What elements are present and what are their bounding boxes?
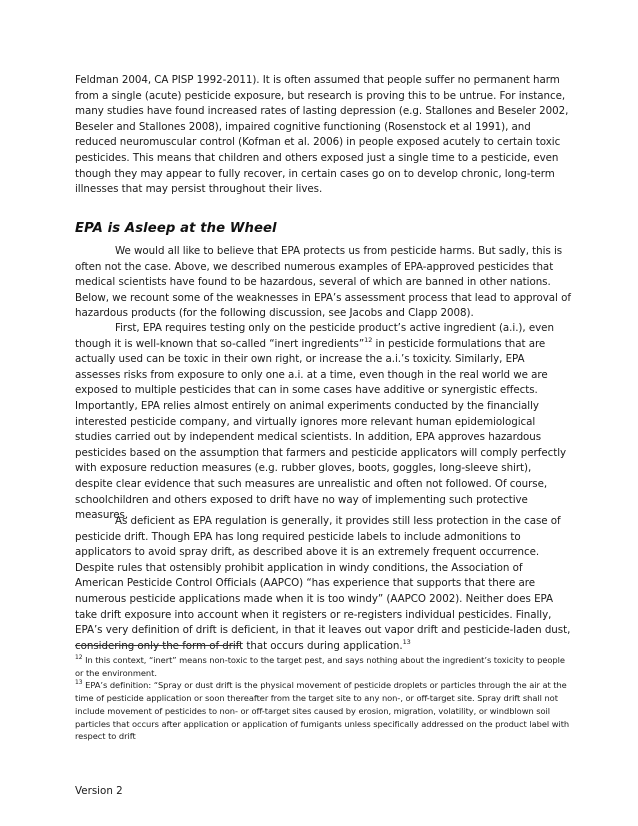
section-heading: EPA is Asleep at the Wheel — [75, 221, 277, 236]
footnote-ref-12[interactable]: 12 — [364, 335, 373, 344]
footnotes — [75, 654, 575, 743]
footnote-text: In this context, “inert” means non-toxic to the target pest, and says nothing about the ingredient’s toxicity to people or the environment. — [75, 655, 565, 678]
footnote-number: 12 — [75, 654, 83, 661]
paragraph-3 — [75, 514, 571, 654]
page-footer-version: Version 2 — [75, 785, 123, 797]
paragraph-intro-continued — [75, 73, 571, 198]
footnote-12 — [75, 654, 575, 679]
footnote-text: EPA’s definition: “Spray or dust drift is the physical movement of pesticide droplets or particles through the air at the time of pesticide application or soon thereafter from the target site to any non-, or off-target site. Spray drift shall not include movement of pesticides to non- or off-target sites caused by erosion, migration, volatility, or windblown soil particles that occurs after application or application of fumigants unless specifically addressed on the product label with respect to drift — [75, 680, 570, 742]
footnote-13 — [75, 679, 575, 743]
paragraph-text: First, EPA requires testing only on the pesticide product’s active ingredient (a.i.), even though it is well-known that so-called “inert ingredients” — [75, 322, 554, 350]
footnote-number: 13 — [75, 679, 83, 687]
paragraph-2 — [75, 321, 571, 524]
paragraph-text: in pesticide formulations that are actually used can be toxic in their own right, or increase the a.i.’s toxicity. Similarly, EPA assesses risks from exposure to only one a.i. at a time, even though in the real world we are exposed to multiple pesticides that can in some cases have additive or synergistic effects. Importantly, EPA relies almost entirely on animal experiments conducted by the financially interested pesticide company, and virtually ignores more relevant human epidemiological studies carried out by independent medical scientists. In addition, EPA approves hazardous pesticides based on the assumption that farmers and pesticide applicators will comply perfectly with exposure reduction measures (e.g. rubber gloves, boots, goggles, long-sleeve shirt), despite clear evidence that such measures are unrealistic and often not followed. Of course, schoolchildren and others exposed to drift have no way of implementing such protective measures. — [75, 337, 567, 522]
paragraph-text: As deficient as EPA regulation is generally, it provides still less protection in the case of pesticide drift. Though EPA has long required pesticide labels to include admonitions to applicators to avoid spray drift, as described above it is an extremely frequent occurrence. Despite rules that ostensibly prohibit application in windy conditions, the Association of American Pesticide Control Officials (AAPCO) “has experience that supports that there are numerous pesticide applications made when it is too windy” (AAPCO 2002). Neither does EPA take drift exposure into account when it registers or re-registers individual pesticides. Finally, EPA’s very definition of drift is deficient, in that it leaves out vapor drift and pesticide-laden dust, considering only the form of drift that occurs during application. — [75, 515, 571, 652]
paragraph-text: We would all like to believe that EPA protects us from pesticide harms. But sadly, this is often not the case. Above, we described numerous examples of EPA-approved pesticides that medical scientists have found to be hazardous, several of which are banned in other nations. Below, we recount some of the weaknesses in EPA’s assessment process that lead to approval of hazardous products (for the following discussion, see Jacobs and Clapp 2008). — [75, 245, 571, 320]
paragraph-text: Feldman 2004, CA PISP 1992-2011). It is often assumed that people suffer no permanent harm from a single (acute) pesticide exposure, but research is proving this to be untrue. For instance, many studies have found increased rates of lasting depression (e.g. Stallones and Beseler 2002, Beseler and Stallones 2008), impaired cognitive functioning (Rosenstock et al 1991), and reduced neuromuscular control (Kofman et al. 2006) in people exposed acutely to certain toxic pesticides. This means that children and others exposed just a single time to a pesticide, even though they may appear to fully recover, in certain cases go on to develop chronic, long-term illnesses that may persist throughout their lives. — [75, 74, 569, 196]
footnote-ref-13[interactable]: 13 — [402, 637, 411, 646]
paragraph-1 — [75, 244, 571, 322]
footnote-divider — [75, 645, 240, 646]
